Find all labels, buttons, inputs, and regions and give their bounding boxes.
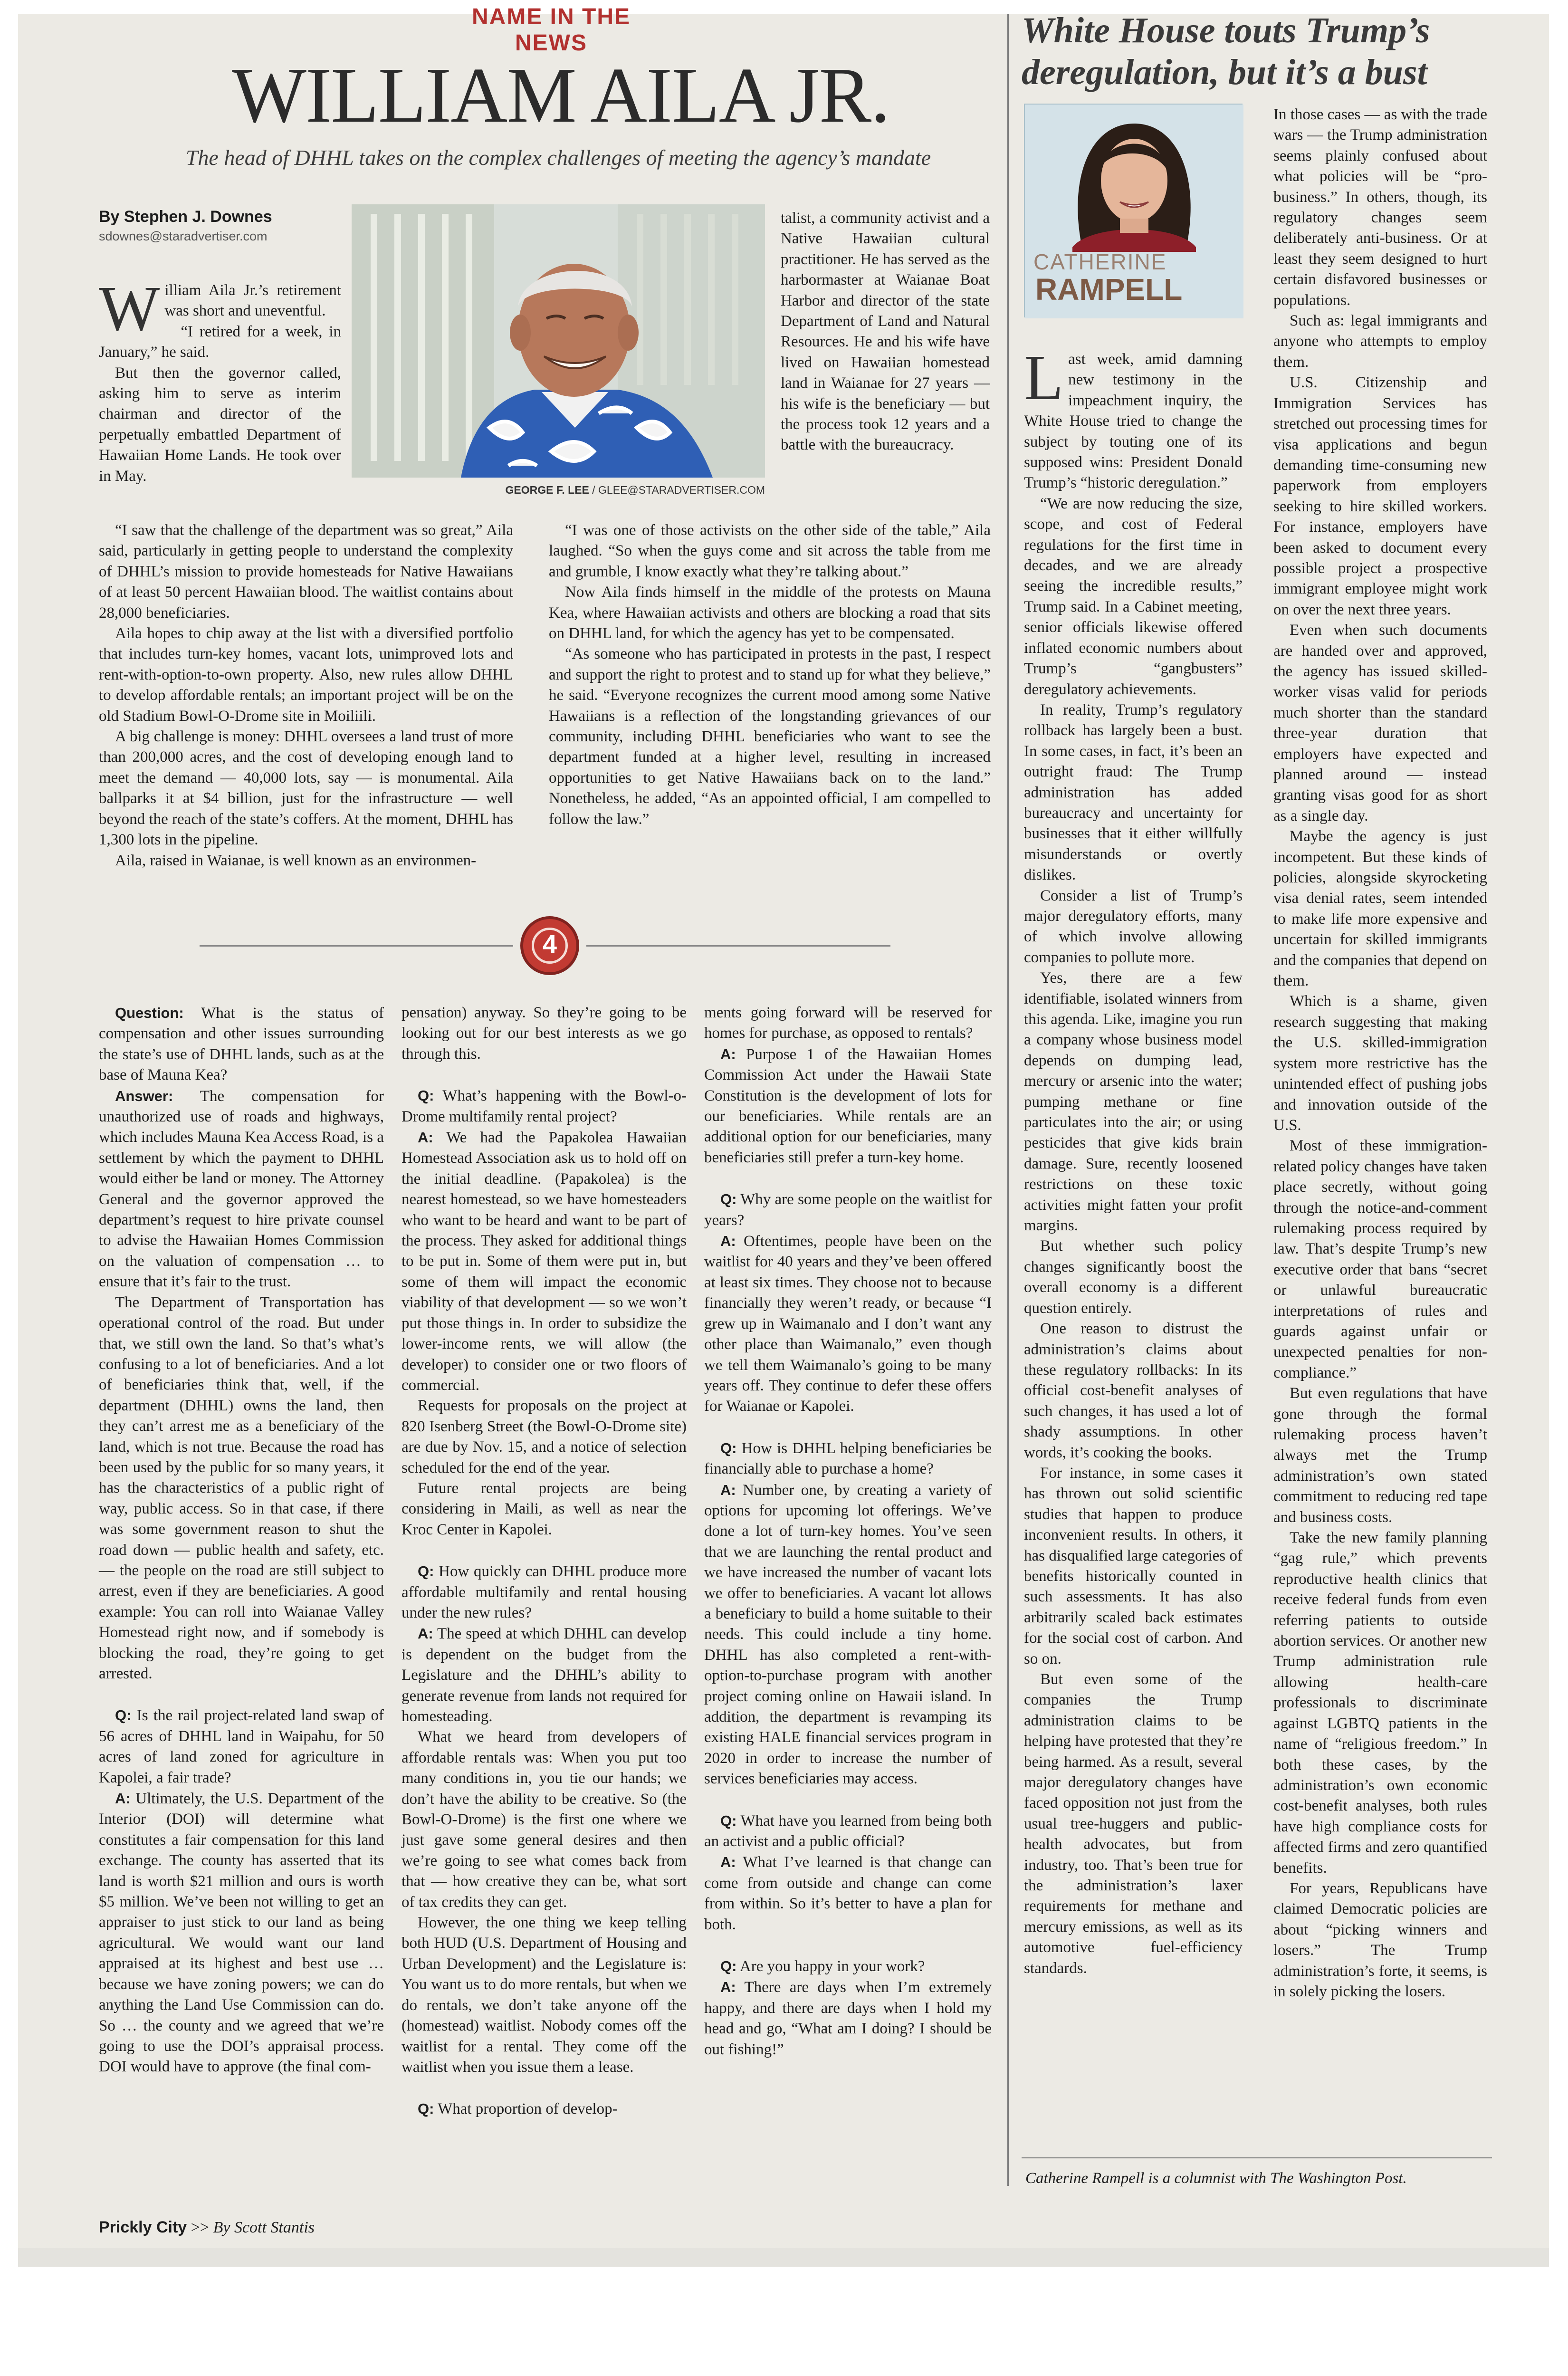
qa-marker: A: bbox=[720, 1481, 736, 1498]
op-ed-column-b bbox=[1273, 105, 1487, 2002]
qa-entry bbox=[704, 1956, 992, 1977]
qa-column-2 bbox=[402, 1003, 687, 2120]
portrait-photo bbox=[352, 204, 765, 478]
drop-cap: W bbox=[99, 273, 160, 345]
paragraph: Now Aila finds himself in the middle of the protests on Mauna Kea, where Hawaiian activists and others are blocking a road that sits on DHHL land, for which the agency has yet to be compensated. bbox=[549, 584, 991, 642]
qa-text: Are you happy in your work? bbox=[736, 1958, 925, 1975]
op-ed-column-a bbox=[1024, 342, 1243, 1979]
qa-text: Purpose 1 of the Hawaiian Homes Commission Act under the Hawaii State Constitution is the development of lots for our beneficiaries. While rentals are an additional option for our beneficiaries, many beneficiaries still prefer a turn-key home. bbox=[704, 1045, 992, 1166]
intro-column-right bbox=[549, 520, 991, 830]
op-ed-paragraph: Yes, there are a few identifiable, isolated winners from this agenda. Like, imagine you run a company whose business model depends on dumping lead, mercury or arsenic into the water; pumping methane or fine particulates into the air; or using pesticides that give kids brain damage. Sure, recently loosened restrictions on these toxic activities might fatten your profit margins. bbox=[1024, 969, 1243, 1235]
columnist-headshot bbox=[1024, 104, 1243, 317]
paragraph: “As someone who has participated in protests in the past, I respect and support the right to protest and to stand up for what they believe,” he said. “Everyone recognizes the current mood among some Native Hawaiians is a reflection of the longstanding grievances of our community, including DHHL beneficiaries who want to see the department funded at a higher level, resulting in increased opportunities to get Native Hawaiians back on to the land.” Nonetheless, he added, “As an appointed official, I am compelled to follow the law.” bbox=[549, 645, 991, 828]
qa-text: What have you learned from being both an activist and a public official? bbox=[704, 1812, 992, 1850]
qa-paragraph bbox=[402, 1727, 687, 1913]
qa-entry bbox=[99, 1003, 384, 1086]
op-ed-paragraph: One reason to distrust the administration’s claims about these regulatory rollbacks: In its official cost-benefit analyses of such changes, it has used a lot of shady assumptions. In other words, it’s cooking the books. bbox=[1024, 1320, 1243, 1461]
qa-entry bbox=[704, 1231, 992, 1417]
qa-text: However, the one thing we keep telling both HUD (U.S. Department of Housing and Urban Development) and the Legislature is: You want us to do more rentals, but when we do rentals, we don’t take anyone off the (homestead) waitlist. Nobody comes off the waitlist for a rental. They come off the waitlist when you issue them a lease. bbox=[402, 1914, 687, 2076]
paragraph: talist, a community activist and a Native Hawaiian cultural practitioner. He has served as the harbormaster at Waianae Boat Harbor and director of the state Department of Land and Natural Resources. He and his wife have lived on Hawaiian homestead land in Waianae for 27 years — his wife is the beneficiary — but the process took 12 years and a battle with the bureaucracy. bbox=[781, 210, 990, 454]
columnist-signature: Catherine Rampell is a columnist with The Washington Post. bbox=[1025, 2170, 1407, 2187]
qa-paragraph bbox=[99, 1293, 384, 1685]
section-kicker: NAME IN THE NEWS bbox=[472, 4, 631, 56]
columnist-last-name: RAMPELL bbox=[1035, 272, 1183, 307]
qa-paragraph bbox=[402, 1003, 687, 1064]
qa-entry bbox=[402, 1623, 687, 1727]
qa-entry bbox=[99, 1788, 384, 2078]
qa-text: There are days when I’m extremely happy, and there are days when I hold my head and go, “What am I doing? I should be out fishing!” bbox=[704, 1979, 992, 2058]
qa-entry bbox=[704, 1438, 992, 1480]
qa-marker: Q: bbox=[720, 1958, 737, 1975]
section-divider-right bbox=[586, 945, 890, 947]
qa-text: What proportion of develop- bbox=[434, 2100, 618, 2118]
qa-text: What is the status of compensation and other issues surrounding the state’s use of DHHL lands, such as at the base of Mauna Kea? bbox=[99, 1005, 384, 1084]
section-divider-left bbox=[200, 945, 513, 947]
intro-column-left-top bbox=[99, 273, 341, 487]
paragraph: illiam Aila Jr.’s retirement was short and uneventful. bbox=[164, 282, 341, 320]
op-ed-paragraph: For instance, in some cases it has thrown out solid scientific studies that happen to produce inconvenient results. In others, it has disqualified large categories of benefits historically counted in such assessments. It has also arbitrarily scaled back estimates for the social cost of carbon. And so on. bbox=[1024, 1464, 1243, 1667]
op-ed-paragraph: Take the new family planning “gag rule,” which prevents reproductive health clinics that receive federal funds from even referring patients to outside abortion services. Or another new Trump administration rule allowing health-care professionals to discriminate against LGBTQ patients in the name of “religious freedom.” In both these cases, by the administration’s own economic cost-benefit analyses, both rules have high compliance costs for affected firms and zero quantified benefits. bbox=[1273, 1529, 1487, 1877]
qa-text: Number one, by creating a variety of options for upcoming lot offerings. We’ve done a lot of turn-key homes. You’ve seen that we are launching the rental product and we have increased the number of vacant lots we offer to beneficiaries. A vacant lot allows a beneficiary to build a home suitable to their needs. This could include a tiny home. DHHL has also completed a rent-with-option-to-purchase program with another project coming online on Hawaii island. In addition, the department is revamping its existing HALE financial services program in 2020 in order to increase the number of services beneficiaries may access. bbox=[704, 1481, 992, 1788]
qa-text: The Department of Transportation has operational control of the road. But under that, we still own the land. So that’s what’s confusing to a lot of beneficiaries. And a lot of beneficiaries think that, well, if the department (DHHL) owns the land, then they can’t arrest me as a beneficiary of the land, which is not true. Because the road has been used by the public for so many years, it has the characteristics of a public right of way, public access. So in that case, if there was some government reason to shut the road down — public health and safety, etc. — the people on the road are still subject to arrest, even if they are beneficiaries. A good example: You can roll into Waianae Valley Homestead right now, and if somebody is blocking the road, they’re going to get arrested. bbox=[99, 1293, 384, 1682]
op-ed-paragraph: But whether such policy changes significantly boost the overall economy is a different question entirely. bbox=[1024, 1237, 1243, 1317]
qa-entry bbox=[704, 1480, 992, 1790]
op-ed-paragraph: But even some of the companies the Trump administration claims to be helping have protested that they’re being harmed. As a result, several major deregulatory changes have faced opposition not just from the usual tree-huggers and public-health advocates, but from industry, too. That’s been true for the administration’s laxer requirements for methane and mercury emissions, as well as its automotive fuel-efficiency standards. bbox=[1024, 1671, 1243, 1977]
intro-column-right-top bbox=[781, 208, 990, 456]
qa-entry bbox=[402, 1085, 687, 1127]
qa-marker: Q: bbox=[418, 1563, 434, 1580]
qa-paragraph bbox=[402, 1913, 687, 2078]
qa-entry bbox=[704, 1977, 992, 2060]
paragraph: “I saw that the challenge of the department was so great,” Aila said, particularly in getting people to understand the complexity of DHHL’s mission to provide homesteads for Native Hawaiians of at least 50 percent Hawaiian blood. The waitlist contains about 28,000 beneficiaries. bbox=[99, 522, 513, 622]
qa-text: The speed at which DHHL can develop is dependent on the budget from the Legislature and the DHHL’s ability to generate revenue from lands not required for homesteading. bbox=[402, 1625, 687, 1725]
op-ed-paragraph: Which is a shame, given research suggesting that making the U.S. skilled-immigration system more restrictive has the unintended effect of pushing jobs and innovation outside of the U.S. bbox=[1273, 993, 1487, 1134]
qa-text: How is DHHL helping beneficiaries be financially able to purchase a home? bbox=[704, 1439, 992, 1478]
paragraph: “I retired for a week, in January,” he said. bbox=[99, 323, 341, 361]
op-ed-paragraph: “We are now reducing the size, scope, and cost of Federal regulations for the first time in decades, and we are already seeing the incredible results,” Trump said. In a Cabinet meeting, senior officials likewise offered inflated economic numbers about Trump’s “gangbusters” deregulatory achievements. bbox=[1024, 495, 1243, 698]
qa-entry bbox=[402, 2098, 687, 2119]
op-ed-headline: White House touts Trump’s deregulation, but it’s a bust bbox=[1022, 10, 1430, 92]
qa-marker: A: bbox=[418, 1129, 433, 1146]
qa-text: Ultimately, the U.S. Department of the Interior (DOI) will determine what constitutes a fair compensation for this land exchange. The county has asserted that its land is worth $21 million and ours is worth $5 million. We’ve been not willing to get an appraiser to just stick to our land as being agricultural. We would want our land appraised at its highest and best use … because we have zoning powers; we can do anything the Land Use Commission can do. So … the county and we agreed that we’re going to use the DOI’s appraisal process. DOI would have to approve (the final com- bbox=[99, 1790, 384, 2076]
qa-marker: A: bbox=[115, 1790, 131, 1807]
qa-marker: Q: bbox=[720, 1191, 737, 1208]
paragraph: Aila hopes to chip away at the list with a diversified portfolio that includes turn-key homes, vacant lots, unimproved lots and rent-with-option-to-own property. Also, new rules allow DHHL to develop affordable rentals; an important project will be on the old Stadium Bowl-O-Drome site in Moiliili. bbox=[99, 625, 513, 725]
qa-marker: Q: bbox=[418, 1087, 434, 1104]
qa-entry bbox=[704, 1189, 992, 1231]
signature-rule bbox=[1022, 2157, 1492, 2158]
op-ed-paragraph: Even when such documents are handed over and approved, the agency has issued skilled-worker visas valid for periods much shorter than the standard three-year duration that employers have expected and planned around — instead granting visas good for as short as a single day. bbox=[1273, 622, 1487, 824]
qa-entry bbox=[99, 1705, 384, 1788]
qa-text: ments going forward will be reserved for homes for purchase, as opposed to rentals? bbox=[704, 1004, 992, 1042]
qa-text: Is the rail project-related land swap of 56 acres of DHHL land in Waipahu, for 50 acres of land zoned for agriculture in Kapolei, a fair trade? bbox=[99, 1707, 384, 1786]
qa-text: What I’ve learned is that change can come from outside and change can come from within. So it’s better to have a plan for both. bbox=[704, 1854, 992, 1933]
qa-marker: A: bbox=[720, 1979, 736, 1996]
qa-marker: Q: bbox=[418, 2100, 434, 2117]
qa-text: Why are some people on the waitlist for years? bbox=[704, 1191, 992, 1229]
intro-column-left bbox=[99, 520, 513, 871]
op-ed-paragraph: In those cases — as with the trade wars — the Trump administration seems plainly confused about what policies will be “pro-business.” In others, though, its regulatory changes seem deliberately anti-business. Or at least they seem designed to hurt certain disfavored businesses or populations. bbox=[1273, 106, 1487, 309]
qa-text: What we heard from developers of affordable rentals was: When you put too many conditions in, you tie our hands; we don’t have the ability to be creative. So (the Bowl-O-Drome) is the first one where we just gave some general desires and then we’re going to see what comes back from that — how creative they can be, what sort of tax credits they can get. bbox=[402, 1728, 687, 1911]
qa-entry bbox=[704, 1044, 992, 1168]
op-ed-paragraph: But even regulations that have gone through the formal rulemaking process haven’t always met the Trump administration’s own stated commitment to reducing red tape and business costs. bbox=[1273, 1385, 1487, 1526]
qa-marker: Q: bbox=[720, 1812, 737, 1829]
op-ed-paragraph: In reality, Trump’s regulatory rollback has largely been a bust. In some cases, in fact, it’s been an outright fraud: The Trump administration has added bureaucracy and uncertainty for businesses that it either willfully misunderstands or overtly dislikes. bbox=[1024, 701, 1243, 884]
qa-entry bbox=[99, 1086, 384, 1293]
paragraph: But then the governor called, asking him to serve as interim chairman and director of the perpetually embattled Department of Hawaiian Home Lands. He took over in May. bbox=[99, 364, 341, 485]
qa-marker: Answer: bbox=[115, 1087, 173, 1104]
columnist-first-name: CATHERINE bbox=[1033, 249, 1167, 274]
op-ed-paragraph: Consider a list of Trump’s major deregulatory efforts, many of which involve allowing companies to pollute more. bbox=[1024, 887, 1243, 966]
portrait-illustration bbox=[352, 204, 765, 478]
scan-margin bbox=[18, 2248, 1549, 2267]
byline-email[interactable]: sdownes@staradvertiser.com bbox=[99, 229, 268, 243]
qa-column-1 bbox=[99, 1003, 384, 2078]
paragraph: Aila, raised in Waianae, is well known as an environmen- bbox=[115, 852, 477, 869]
deck: The head of DHHL takes on the complex challenges of meeting the agency’s mandate bbox=[185, 145, 931, 170]
qa-text: What’s happening with the Bowl-o-Drome multifamily rental project? bbox=[402, 1087, 687, 1125]
qa-text: How quickly can DHHL produce more affordable multifamily and rental housing under the new rules? bbox=[402, 1563, 687, 1621]
op-ed-paragraph: U.S. Citizenship and Immigration Services has stretched out processing times for visa applications and begun demanding time-consuming new paperwork from employers seeking to hire skilled workers. For instance, employers have been asked to document every possible project a prospective immigrant employee might work on over the next three years. bbox=[1273, 374, 1487, 618]
comic-strip-title: Prickly City >> By Scott Stantis bbox=[99, 2218, 315, 2236]
qa-marker: Q: bbox=[115, 1707, 132, 1724]
paragraph: “I was one of those activists on the other side of the table,” Aila laughed. “So when the guys come and sit across the table from me and grumble, I know exactly what they’re talking about.” bbox=[549, 522, 991, 580]
headline: WILLIAM AILA JR. bbox=[232, 51, 889, 139]
qa-text: The compensation for unauthorized use of roads and highways, which includes Mauna Kea Access Road, is a settlement by which the payment to DHHL would either be land or money. The Attorney General and the governor approved the department’s request to hire private counsel to advise the Hawaiian Homes Commission on the valuation of compensation … to ensure that it’s fair to the trust. bbox=[99, 1087, 384, 1291]
logo-badge: 4 bbox=[520, 916, 579, 975]
qa-text: We had the Papakolea Hawaiian Homestead Association ask us to hold off on the initial deadline. (Papakolea) is the nearest homestead, so we have homesteaders who want to be heard and want to be part of the process. They asked for additional things to be put in. Some of them were put in, but some of them will impact the economic viability of that development — so we won’t put those things in. In order to subsidize the lower-income rents, we will allow (the developer) to consider one or two floors of commercial. bbox=[402, 1129, 687, 1394]
qa-entry bbox=[402, 1127, 687, 1396]
drop-cap: L bbox=[1024, 342, 1064, 413]
qa-marker: A: bbox=[418, 1625, 433, 1642]
qa-marker: A: bbox=[720, 1233, 736, 1250]
qa-marker: A: bbox=[720, 1045, 736, 1063]
qa-text: pensation) anyway. So they’re going to be looking out for our best interests as we go through this. bbox=[402, 1004, 687, 1063]
qa-marker: Q: bbox=[720, 1439, 737, 1456]
qa-marker: Question: bbox=[115, 1005, 184, 1021]
column-rule bbox=[1007, 14, 1009, 2186]
qa-text: Oftentimes, people have been on the waitlist for 40 years and they’ve been offered at least six times. They choose not to because financially they weren’t ready, or because “I grew up in Waimanalo and I don’t want any other place than Waimanalo,” even though we tell them Waimanalo’s going to be many years off. They continue to defer these offers for Waianae or Kapolei. bbox=[704, 1233, 992, 1415]
qa-entry bbox=[704, 1811, 992, 1852]
qa-paragraph bbox=[402, 1478, 687, 1540]
qa-marker: A: bbox=[720, 1854, 736, 1871]
op-ed-paragraph: ast week, amid damning new testimony in the impeachment inquiry, the White House tried to change the subject by touting one of its supposed wins: President Donald Trump’s “historic deregulation.” bbox=[1024, 351, 1243, 492]
photo-credit: GEORGE F. LEE / GLEE@STARADVERTISER.COM bbox=[505, 484, 765, 496]
qa-paragraph bbox=[704, 1003, 992, 1044]
op-ed-paragraph: Most of these immigration-related policy changes have taken place secretly, without going through the notice-and-comment rulemaking process required by law. That’s despite Trump’s new executive order that bans “secret or unlawful bureaucratic interpretations of rules and guards against unfair or unexpected penalties for non-compliance.” bbox=[1273, 1137, 1487, 1381]
op-ed-paragraph: Maybe the agency is just incompetent. But these kinds of policies, alongside skyrocketing visa denial rates, seem intended to make life more expensive and uncertain for skilled immigrants and the companies that depend on them. bbox=[1273, 828, 1487, 990]
qa-text: Future rental projects are being considering in Maili, as well as near the Kroc Center in Kapolei. bbox=[402, 1479, 687, 1538]
qa-paragraph bbox=[402, 1396, 687, 1478]
op-ed-paragraph: Such as: legal immigrants and anyone who attempts to employ them. bbox=[1273, 312, 1487, 371]
op-ed-paragraph: For years, Republicans have claimed Democratic policies are about “picking winners and losers.” The Trump administration’s forte, it seems, is in solely picking the losers. bbox=[1273, 1879, 1487, 2000]
paragraph: A big challenge is money: DHHL oversees a land trust of more than 200,000 acres, and the cost of developing enough land to meet the demand — 40,000 lots, say — is monumental. Aila ballparks it at $4 billion, just for the infrastructure — well beyond the reach of the state’s coffers. At the moment, DHHL has 1,300 lots in the pipeline. bbox=[99, 728, 513, 849]
qa-entry bbox=[402, 1561, 687, 1623]
byline: By Stephen J. Downes bbox=[99, 208, 272, 226]
qa-text: Requests for proposals on the project at 820 Isenberg Street (the Bowl-O-Drome site) are due by Nov. 15, and a notice of selection scheduled for the end of the year. bbox=[402, 1397, 687, 1476]
qa-column-3 bbox=[704, 1003, 992, 2060]
qa-entry bbox=[704, 1852, 992, 1935]
